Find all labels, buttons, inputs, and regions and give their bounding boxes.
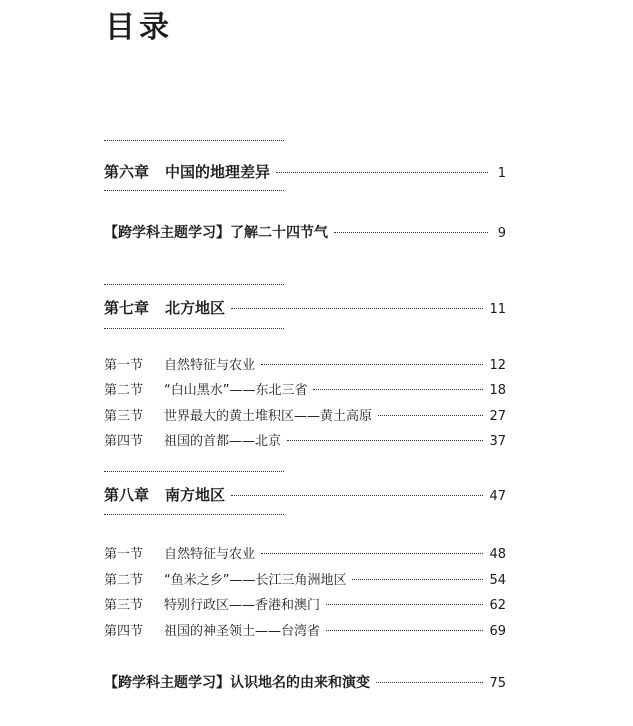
toc-section[interactable] (104, 430, 506, 449)
special-title: 【跨学科主题学习】认识地名的由来和演变 (104, 675, 370, 691)
dot-leader (231, 308, 483, 309)
section-number: 第一节 (104, 547, 144, 562)
toc-section[interactable] (104, 620, 506, 639)
dot-leader (378, 415, 483, 416)
chapter-number: 第八章 (104, 486, 150, 504)
dot-leader (261, 364, 483, 365)
section-number: 第四节 (104, 624, 144, 639)
page-title: 目录 (105, 10, 173, 45)
section-number: 第三节 (104, 598, 144, 613)
chapter-number: 第七章 (104, 299, 150, 317)
dot-leader (231, 495, 483, 496)
dot-leader (334, 232, 488, 233)
separator (104, 514, 284, 515)
page-number: 54 (489, 573, 506, 588)
dot-leader (287, 440, 483, 441)
section-title: 特别行政区——香港和澳门 (164, 598, 321, 613)
chapter-title: 中国的地理差异 (165, 163, 271, 181)
separator (104, 471, 284, 472)
toc-section[interactable] (104, 594, 506, 613)
dot-leader (313, 389, 483, 390)
section-title: 世界最大的黄土堆积区——黄土高原 (164, 409, 373, 424)
page-number: 75 (489, 676, 506, 691)
page-number: 27 (489, 409, 506, 424)
section-title: 自然特征与农业 (164, 358, 256, 373)
dot-leader (276, 172, 488, 173)
page-number: 1 (497, 166, 506, 181)
page-number: 18 (489, 383, 506, 398)
page-number: 12 (489, 358, 506, 373)
page-number: 62 (489, 598, 506, 613)
dot-leader (326, 604, 483, 605)
page-number: 47 (489, 489, 506, 504)
page-number: 48 (489, 547, 506, 562)
section-number: 第二节 (104, 573, 144, 588)
toc-special-2[interactable] (104, 672, 506, 692)
dot-leader (352, 579, 483, 580)
section-number: 第三节 (104, 409, 144, 424)
toc-section[interactable] (104, 405, 506, 424)
toc-chapter-8[interactable] (104, 484, 506, 505)
toc-chapter-7[interactable] (104, 297, 506, 318)
page-number: 9 (497, 226, 506, 241)
section-title: “鱼米之乡”——长江三角洲地区 (164, 573, 347, 588)
section-title: 自然特征与农业 (164, 547, 256, 562)
page-number: 11 (489, 302, 506, 317)
chapter-number: 第六章 (104, 163, 150, 181)
chapter-title: 南方地区 (165, 486, 226, 504)
section-number: 第一节 (104, 358, 144, 373)
toc-section[interactable] (104, 543, 506, 562)
section-title: “白山黑水”——东北三省 (164, 383, 308, 398)
section-number: 第二节 (104, 383, 144, 398)
toc-chapter-6[interactable] (104, 161, 506, 182)
separator (104, 190, 284, 191)
separator (104, 284, 284, 285)
page-number: 37 (489, 434, 506, 449)
toc-section[interactable] (104, 354, 506, 373)
special-title: 【跨学科主题学习】了解二十四节气 (104, 225, 328, 241)
section-title: 祖国的首都——北京 (164, 434, 282, 449)
dot-leader (326, 630, 483, 631)
section-title: 祖国的神圣领土——台湾省 (164, 624, 321, 639)
section-number: 第四节 (104, 434, 144, 449)
toc-section[interactable] (104, 569, 506, 588)
chapter-title: 北方地区 (165, 299, 226, 317)
dot-leader (376, 682, 483, 683)
toc-special-1[interactable] (104, 222, 506, 242)
page-number: 69 (489, 624, 506, 639)
separator (104, 140, 284, 141)
toc-section[interactable] (104, 379, 506, 398)
dot-leader (261, 553, 483, 554)
separator (104, 328, 284, 329)
